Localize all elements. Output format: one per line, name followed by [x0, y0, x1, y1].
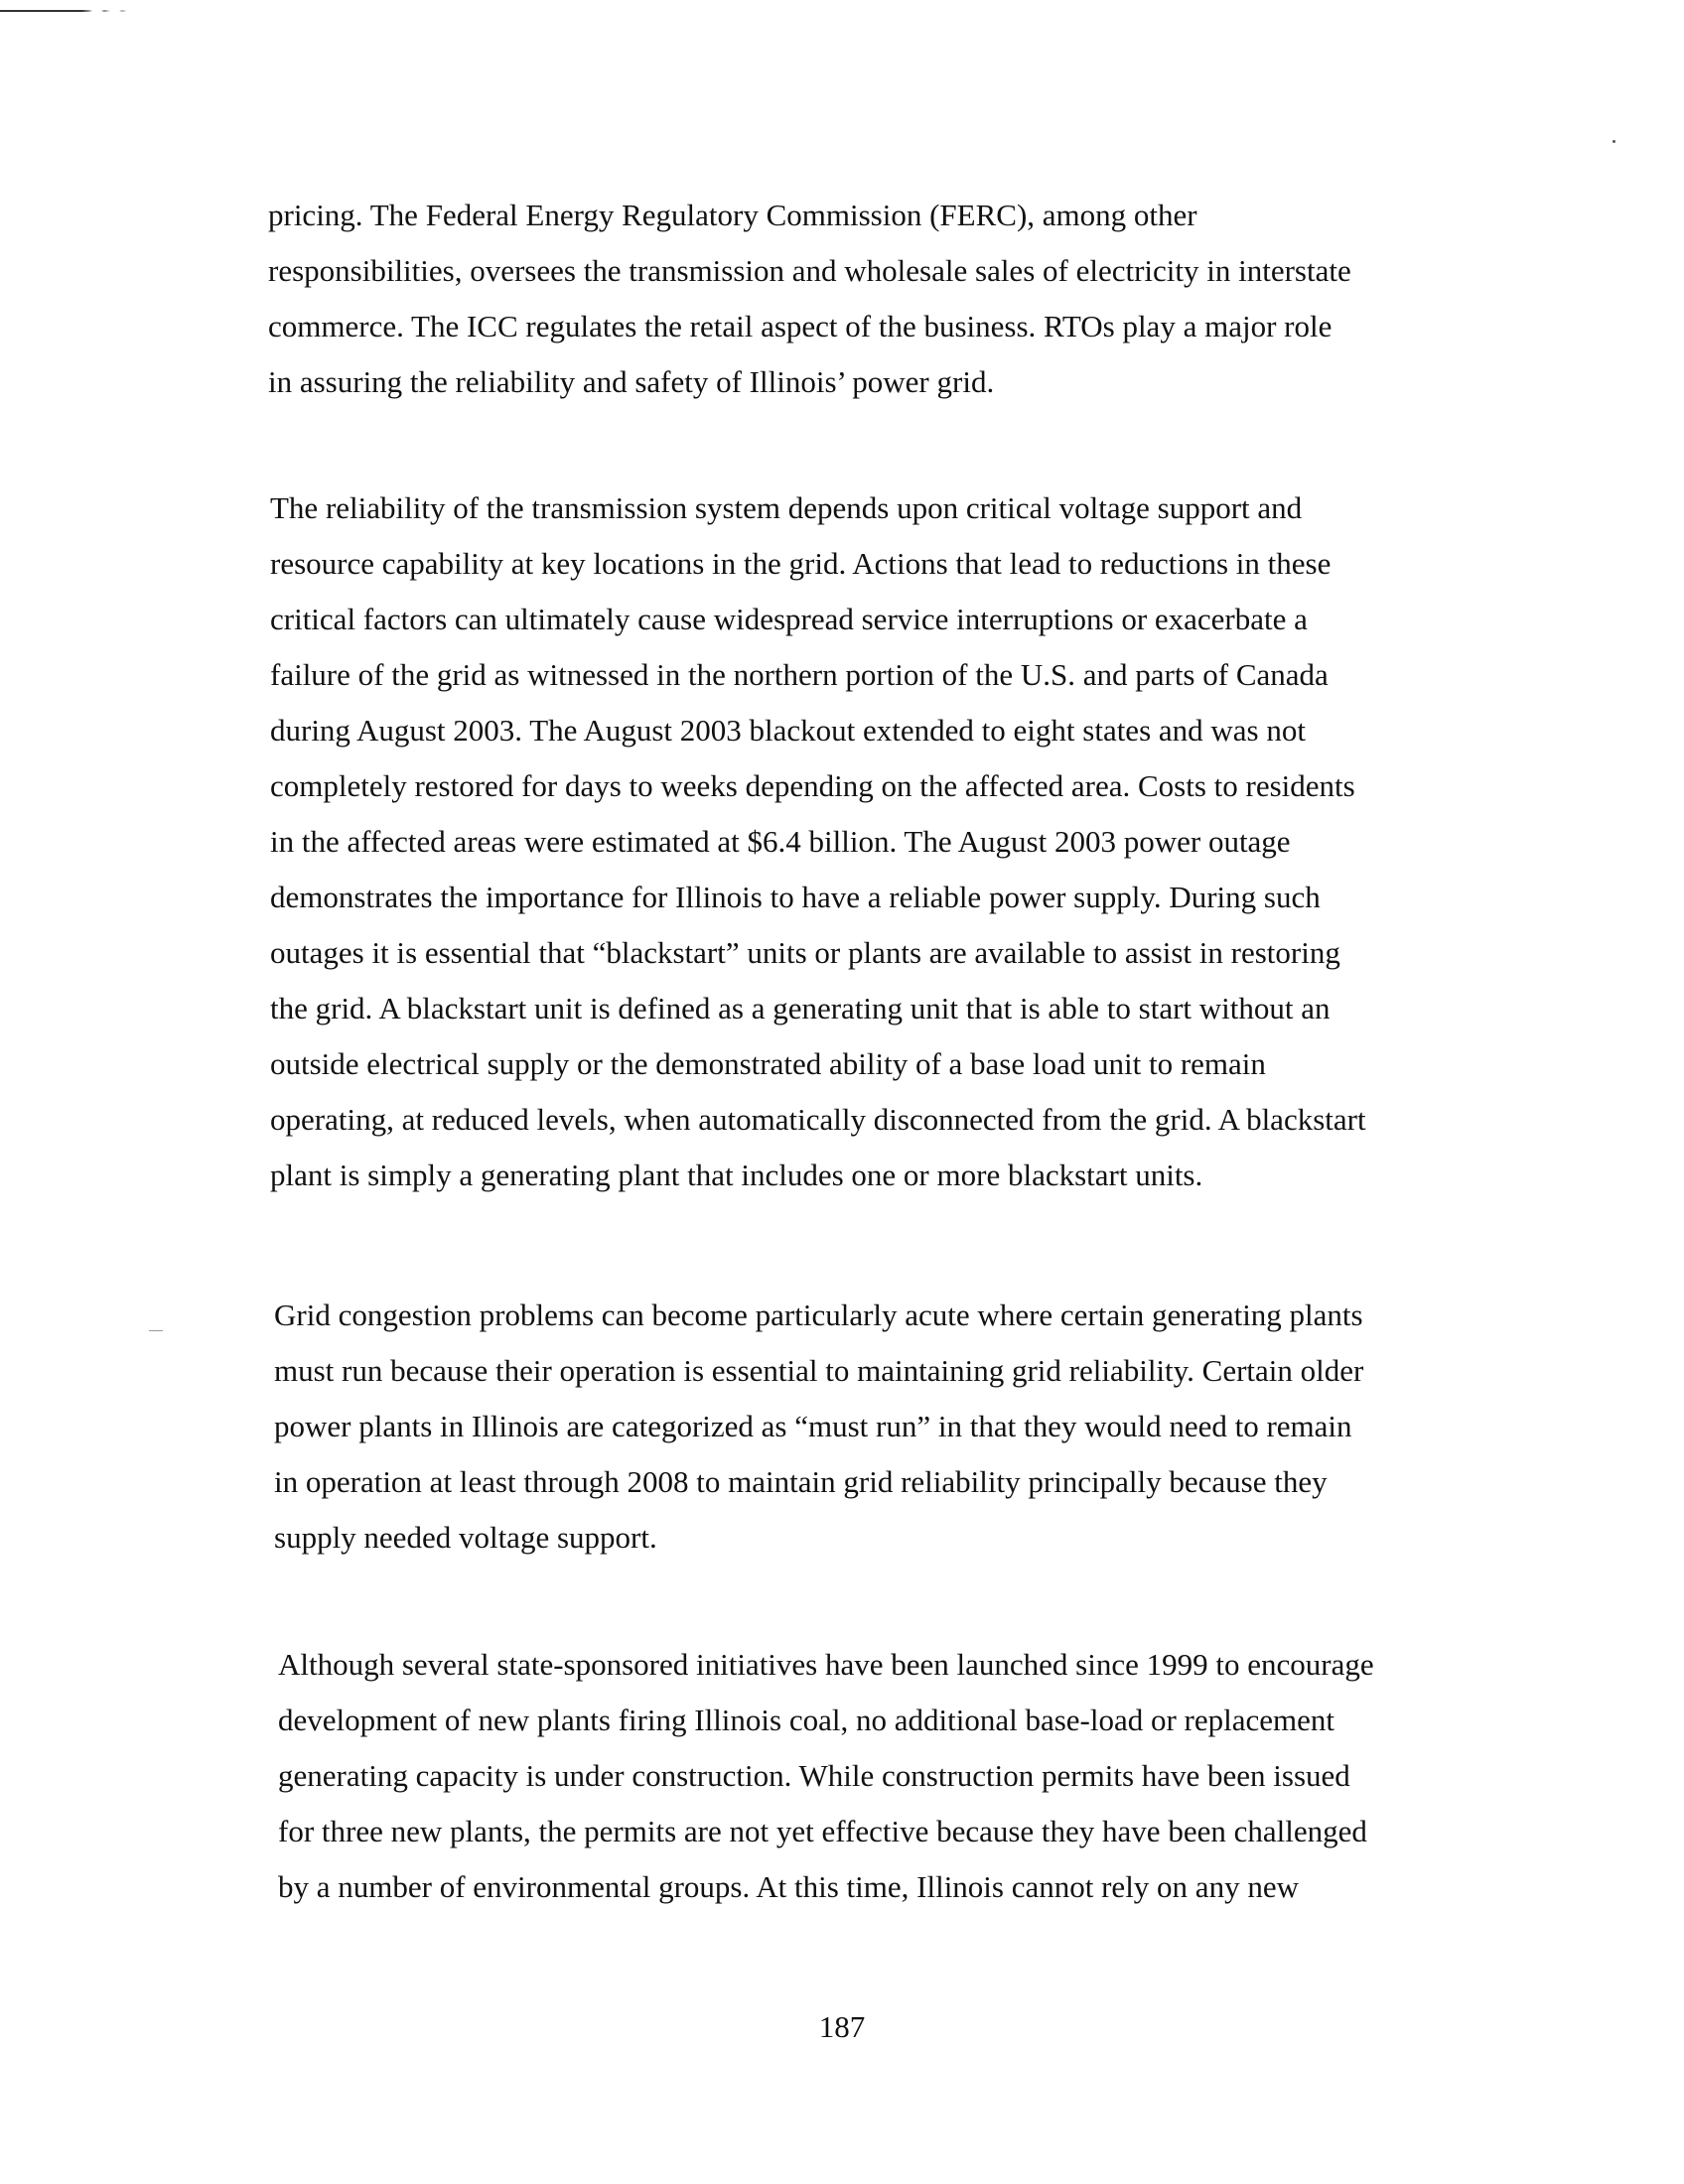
text-line: the grid. A blackstart unit is defined as a generating unit that is able to start without an — [270, 991, 1331, 1025]
text-line: development of new plants firing Illinois coal, no additional base-load or replacement — [278, 1703, 1335, 1737]
text-line: by a number of environmental groups. At this time, Illinois cannot rely on any new — [278, 1869, 1299, 1904]
text-line: in assuring the reliability and safety of Illinois’ power grid. — [268, 364, 995, 399]
text-line: resource capability at key locations in the grid. Actions that lead to reductions in these — [270, 546, 1332, 581]
text-line: The reliability of the transmission system depends upon critical voltage support and — [270, 490, 1303, 525]
scan-artifact-top — [0, 10, 149, 12]
text-line: Grid congestion problems can become particularly acute where certain generating plants — [274, 1297, 1363, 1332]
text-line: operating, at reduced levels, when automatically disconnected from the grid. A blackstart — [270, 1102, 1366, 1137]
scan-artifact-dot — [1613, 140, 1615, 143]
text-line: responsibilities, oversees the transmission and wholesale sales of electricity in interstate — [268, 253, 1351, 288]
text-line: in the affected areas were estimated at $6.4 billion. The August 2003 power outage — [270, 824, 1291, 859]
text-line: outside electrical supply or the demonstrated ability of a base load unit to remain — [270, 1046, 1266, 1081]
text-line: Although several state-sponsored initiatives have been launched since 1999 to encourage — [278, 1647, 1374, 1682]
text-line: generating capacity is under construction. While construction permits have been issued — [278, 1758, 1350, 1793]
text-line: pricing. The Federal Energy Regulatory Commission (FERC), among other — [268, 198, 1197, 232]
text-line: completely restored for days to weeks depending on the affected area. Costs to residents — [270, 768, 1355, 803]
text-line: in operation at least through 2008 to maintain grid reliability principally because they — [274, 1464, 1328, 1499]
text-line: for three new plants, the permits are not yet effective because they have been challenged — [278, 1814, 1367, 1848]
text-line: must run because their operation is essential to maintaining grid reliability. Certain older — [274, 1353, 1364, 1388]
text-line: critical factors can ultimately cause widespread service interruptions or exacerbate a — [270, 602, 1308, 636]
text-line: demonstrates the importance for Illinois to have a reliable power supply. During such — [270, 880, 1321, 914]
text-line: outages it is essential that “blackstart” units or plants are available to assist in restoring — [270, 935, 1340, 970]
page-number: 187 — [818, 2009, 866, 2044]
text-line: power plants in Illinois are categorized as “must run” in that they would need to remain — [274, 1409, 1352, 1443]
text-line: supply needed voltage support. — [274, 1520, 657, 1555]
text-line: commerce. The ICC regulates the retail aspect of the business. RTOs play a major role — [268, 309, 1333, 343]
text-line: during August 2003. The August 2003 blackout extended to eight states and was not — [270, 713, 1306, 748]
text-line: plant is simply a generating plant that includes one or more blackstart units. — [270, 1158, 1203, 1192]
text-line: failure of the grid as witnessed in the northern portion of the U.S. and parts of Canada — [270, 657, 1329, 692]
scan-artifact-dash — [149, 1330, 163, 1331]
